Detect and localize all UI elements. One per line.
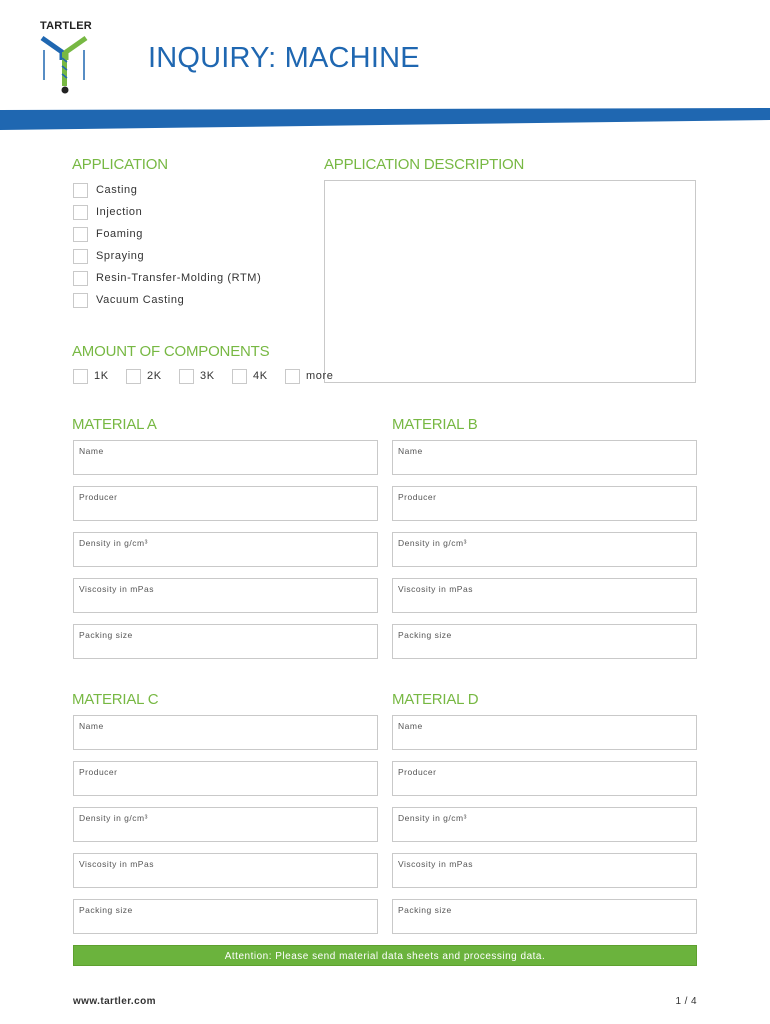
material-d-packing-size-field[interactable]	[392, 899, 697, 934]
material-c-producer-field[interactable]	[73, 761, 378, 796]
application-option-vacuum-casting[interactable]	[73, 291, 184, 309]
material-a-heading: MATERIAL A	[72, 416, 157, 433]
material-d-heading: MATERIAL D	[392, 691, 479, 708]
components-heading: AMOUNT OF COMPONENTS	[72, 343, 270, 360]
material-b-viscosity-field[interactable]	[392, 578, 697, 613]
material-a-packing-size-field[interactable]	[73, 624, 378, 659]
material-c-heading: MATERIAL C	[72, 691, 159, 708]
field-label: Name	[398, 721, 423, 731]
material-d-viscosity-field[interactable]	[392, 853, 697, 888]
material-d-producer-field[interactable]	[392, 761, 697, 796]
header-stripe	[0, 108, 770, 132]
checkbox[interactable]	[73, 369, 88, 384]
field-label: Producer	[398, 767, 437, 777]
application-option-rtm[interactable]	[73, 269, 261, 287]
checkbox[interactable]	[73, 249, 88, 264]
application-option-casting[interactable]	[73, 181, 138, 199]
checkbox[interactable]	[73, 271, 88, 286]
field-label: Density in g/cm³	[398, 813, 467, 823]
material-c-name-field[interactable]	[73, 715, 378, 750]
checkbox-label: 2K	[147, 370, 162, 382]
checkbox[interactable]	[126, 369, 141, 384]
application-description-textarea[interactable]	[324, 180, 696, 383]
material-d-name-field[interactable]	[392, 715, 697, 750]
checkbox-label: 4K	[253, 370, 268, 382]
field-label: Name	[79, 446, 104, 456]
field-label: Producer	[79, 767, 118, 777]
material-a-density-field[interactable]	[73, 532, 378, 567]
checkbox[interactable]	[179, 369, 194, 384]
application-option-foaming[interactable]	[73, 225, 143, 243]
field-label: Density in g/cm³	[79, 538, 148, 548]
material-b-name-field[interactable]	[392, 440, 697, 475]
component-option-1k[interactable]	[73, 369, 116, 384]
material-d-density-field[interactable]	[392, 807, 697, 842]
field-label: Packing size	[79, 905, 133, 915]
field-label: Viscosity in mPas	[398, 859, 473, 869]
material-b-heading: MATERIAL B	[392, 416, 478, 433]
field-label: Packing size	[398, 905, 452, 915]
material-c-density-field[interactable]	[73, 807, 378, 842]
field-label: Producer	[398, 492, 437, 502]
field-label: Viscosity in mPas	[79, 584, 154, 594]
checkbox[interactable]	[285, 369, 300, 384]
field-label: Producer	[79, 492, 118, 502]
footer-url: www.tartler.com	[73, 996, 156, 1007]
page-title: INQUIRY: MACHINE	[148, 42, 420, 74]
field-label: Density in g/cm³	[79, 813, 148, 823]
material-c-viscosity-field[interactable]	[73, 853, 378, 888]
field-label: Viscosity in mPas	[398, 584, 473, 594]
checkbox-label: Spraying	[96, 250, 145, 262]
component-option-3k[interactable]	[179, 369, 222, 384]
material-a-viscosity-field[interactable]	[73, 578, 378, 613]
attention-notice: Attention: Please send material data sheets and processing data.	[73, 945, 697, 966]
checkbox[interactable]	[73, 227, 88, 242]
component-option-2k[interactable]	[126, 369, 169, 384]
checkbox[interactable]	[73, 183, 88, 198]
tartler-logo	[40, 20, 92, 96]
material-a-name-field[interactable]	[73, 440, 378, 475]
checkbox-label: 3K	[200, 370, 215, 382]
checkbox[interactable]	[73, 293, 88, 308]
field-label: Name	[79, 721, 104, 731]
checkbox-label: Foaming	[96, 228, 143, 240]
checkbox-label: Resin-Transfer-Molding (RTM)	[96, 272, 262, 284]
component-option-4k[interactable]	[232, 369, 275, 384]
checkbox-label: 1K	[94, 370, 109, 382]
checkbox[interactable]	[73, 205, 88, 220]
components-options	[73, 367, 343, 385]
material-b-density-field[interactable]	[392, 532, 697, 567]
checkbox-label: Vacuum Casting	[96, 294, 185, 306]
field-label: Packing size	[79, 630, 133, 640]
application-option-injection[interactable]	[73, 203, 142, 221]
checkbox[interactable]	[232, 369, 247, 384]
logo-mark-icon	[40, 20, 92, 96]
checkbox-label: Casting	[96, 184, 138, 196]
field-label: Packing size	[398, 630, 452, 640]
logo-text: TARTLER	[40, 20, 92, 32]
page-number: 1 / 4	[675, 996, 697, 1007]
checkbox-label: more	[306, 370, 334, 382]
application-heading: APPLICATION	[72, 156, 168, 173]
field-label: Viscosity in mPas	[79, 859, 154, 869]
checkbox-label: Injection	[96, 206, 143, 218]
application-description-heading: APPLICATION DESCRIPTION	[324, 156, 525, 173]
material-b-packing-size-field[interactable]	[392, 624, 697, 659]
field-label: Density in g/cm³	[398, 538, 467, 548]
application-option-spraying[interactable]	[73, 247, 144, 265]
material-c-packing-size-field[interactable]	[73, 899, 378, 934]
material-b-producer-field[interactable]	[392, 486, 697, 521]
component-option-more[interactable]	[285, 369, 333, 384]
material-a-producer-field[interactable]	[73, 486, 378, 521]
field-label: Name	[398, 446, 423, 456]
